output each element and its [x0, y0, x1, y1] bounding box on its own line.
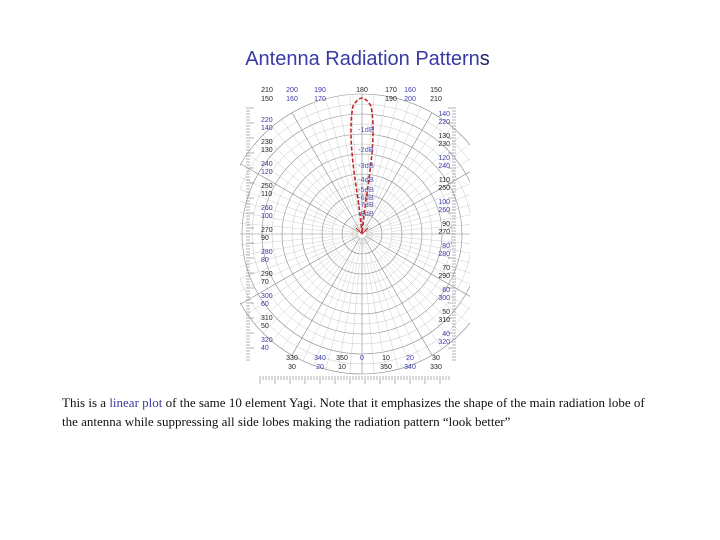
left-angle-label: 40	[261, 345, 269, 352]
grid-spoke	[240, 237, 332, 247]
grid-spoke	[240, 198, 333, 226]
bottom-angle-outer: 350	[336, 355, 348, 362]
bottom-angle-outer: 340	[314, 355, 326, 362]
top-angle-inner: 170	[314, 96, 326, 103]
grid-spoke	[350, 264, 360, 374]
top-angle-inner: 210	[430, 96, 442, 103]
grid-spoke	[364, 238, 432, 356]
right-angle-label: 240	[438, 163, 450, 170]
grid-spoke	[338, 238, 362, 372]
bottom-angle-inner: 30	[288, 364, 296, 371]
right-angle-label: 140	[438, 111, 450, 118]
db-ring-label: -6dB	[358, 193, 374, 202]
caption-highlight: linear plot	[109, 395, 163, 410]
left-angle-label: 230	[261, 139, 273, 146]
right-angle-label: 90	[442, 221, 450, 228]
right-angle-label: 70	[442, 265, 450, 272]
grid-spoke	[241, 164, 359, 232]
bottom-angle-outer: 30	[432, 355, 440, 362]
right-angle-label: 300	[438, 295, 450, 302]
top-angle-outer: 160	[404, 87, 416, 94]
bottom-angle-outer: 20	[406, 355, 414, 362]
top-angle-outer: 200	[286, 87, 298, 94]
left-angle-label: 70	[261, 279, 269, 286]
right-angle-label: 40	[442, 331, 450, 338]
grid-spoke	[240, 186, 358, 233]
right-angle-label: 260	[438, 207, 450, 214]
top-angle-outer: 180	[356, 87, 368, 94]
left-angle-label: 90	[261, 235, 269, 242]
top-angle-outer: 190	[314, 87, 326, 94]
db-ring-label: -5dB	[358, 185, 374, 194]
right-angle-label: 230	[438, 141, 450, 148]
top-angle-inner: 150	[261, 96, 273, 103]
right-angle-label: 50	[442, 309, 450, 316]
grid-spoke	[389, 247, 470, 294]
left-angle-label: 220	[261, 117, 273, 124]
left-angle-label: 100	[261, 213, 273, 220]
db-ring-label: -3dB	[358, 161, 374, 170]
right-angle-label: 320	[438, 339, 450, 346]
polar-grid	[240, 94, 470, 384]
left-angle-label: 300	[261, 293, 273, 300]
right-angle-label: 270	[438, 229, 450, 236]
left-angle-label: 260	[261, 205, 273, 212]
left-angle-label: 140	[261, 125, 273, 132]
grid-spoke	[365, 264, 375, 374]
grid-spoke	[241, 236, 359, 304]
right-angle-label: 80	[442, 243, 450, 250]
left-angle-label: 110	[261, 191, 273, 198]
right-angle-label: 280	[438, 251, 450, 258]
grid-spoke	[282, 119, 345, 209]
grid-spoke	[364, 113, 432, 231]
caption-text-start: This is a	[62, 395, 110, 410]
slide-title	[0, 48, 720, 71]
db-ring-labels	[358, 125, 374, 218]
grid-spoke	[240, 242, 333, 270]
polar-plot	[240, 84, 470, 388]
db-ring-label: -4dB	[358, 175, 374, 184]
grid-spoke	[292, 113, 360, 231]
polar-plot-figure	[240, 84, 470, 388]
left-angle-label: 120	[261, 169, 273, 176]
left-angle-label: 60	[261, 301, 269, 308]
right-angle-labels	[438, 111, 450, 346]
left-angle-label: 250	[261, 183, 273, 190]
bottom-angle-labels	[286, 355, 442, 371]
top-angle-outer: 210	[261, 87, 273, 94]
slide-title-main: Antenna Radiation Pattern	[245, 48, 480, 70]
grid-spoke	[389, 175, 470, 222]
left-angle-label: 310	[261, 315, 273, 322]
left-angle-labels	[261, 117, 273, 352]
db-ring-label: -7dB	[358, 200, 374, 209]
db-ring-label: -1dB	[358, 125, 374, 134]
slide-title-end: s	[479, 48, 490, 70]
bottom-angle-outer: 0	[360, 355, 364, 362]
bottom-angle-inner: 340	[404, 364, 416, 371]
right-angle-label: 110	[438, 177, 450, 184]
right-angle-label: 120	[438, 155, 450, 162]
grid-spoke	[314, 238, 361, 366]
left-angle-label: 130	[261, 147, 273, 154]
left-angle-label: 80	[261, 257, 269, 264]
right-angle-label: 310	[438, 317, 450, 324]
db-ring-label: -2dB	[358, 145, 374, 154]
grid-spoke	[363, 238, 410, 366]
bottom-angle-inner: 330	[430, 364, 442, 371]
top-angle-inner: 160	[286, 96, 298, 103]
top-angle-inner: 200	[404, 96, 416, 103]
grid-spoke	[263, 135, 341, 213]
right-angle-label: 290	[438, 273, 450, 280]
db-ring-label: -8dB	[358, 209, 374, 218]
right-angle-label: 100	[438, 199, 450, 206]
bottom-angle-outer: 330	[286, 355, 298, 362]
grid-spoke	[363, 238, 387, 372]
left-angle-label: 280	[261, 249, 273, 256]
grid-spoke	[379, 119, 442, 209]
bottom-angle-outer: 10	[382, 355, 390, 362]
left-angle-label: 240	[261, 161, 273, 168]
left-angle-label: 50	[261, 323, 269, 330]
grid-spoke	[379, 259, 442, 349]
caption-text-end: of the same 10 element Yagi. Note that it emphasizes the shape of the main radiation lobe of the antenna while suppressing all side lobes making the radiation pattern “look better”	[62, 395, 645, 429]
left-angle-label: 320	[261, 337, 273, 344]
bottom-angle-inner: 350	[380, 364, 392, 371]
right-angle-label: 130	[438, 133, 450, 140]
bottom-angle-inner: 10	[338, 364, 346, 371]
grid-spoke	[282, 259, 345, 349]
right-angle-label: 60	[442, 287, 450, 294]
top-angle-inner: 190	[385, 96, 397, 103]
slide-caption	[62, 393, 662, 431]
grid-spoke	[263, 255, 341, 333]
left-angle-label: 270	[261, 227, 273, 234]
left-angle-label: 290	[261, 271, 273, 278]
top-angle-outer: 170	[385, 87, 397, 94]
grid-spoke	[292, 238, 360, 356]
grid-spoke	[240, 235, 358, 282]
grid-spoke	[240, 222, 332, 232]
right-angle-label: 220	[438, 119, 450, 126]
bottom-angle-inner: 20	[316, 364, 324, 371]
top-angle-outer: 150	[430, 87, 442, 94]
top-angle-labels	[261, 87, 442, 103]
right-angle-label: 250	[438, 185, 450, 192]
